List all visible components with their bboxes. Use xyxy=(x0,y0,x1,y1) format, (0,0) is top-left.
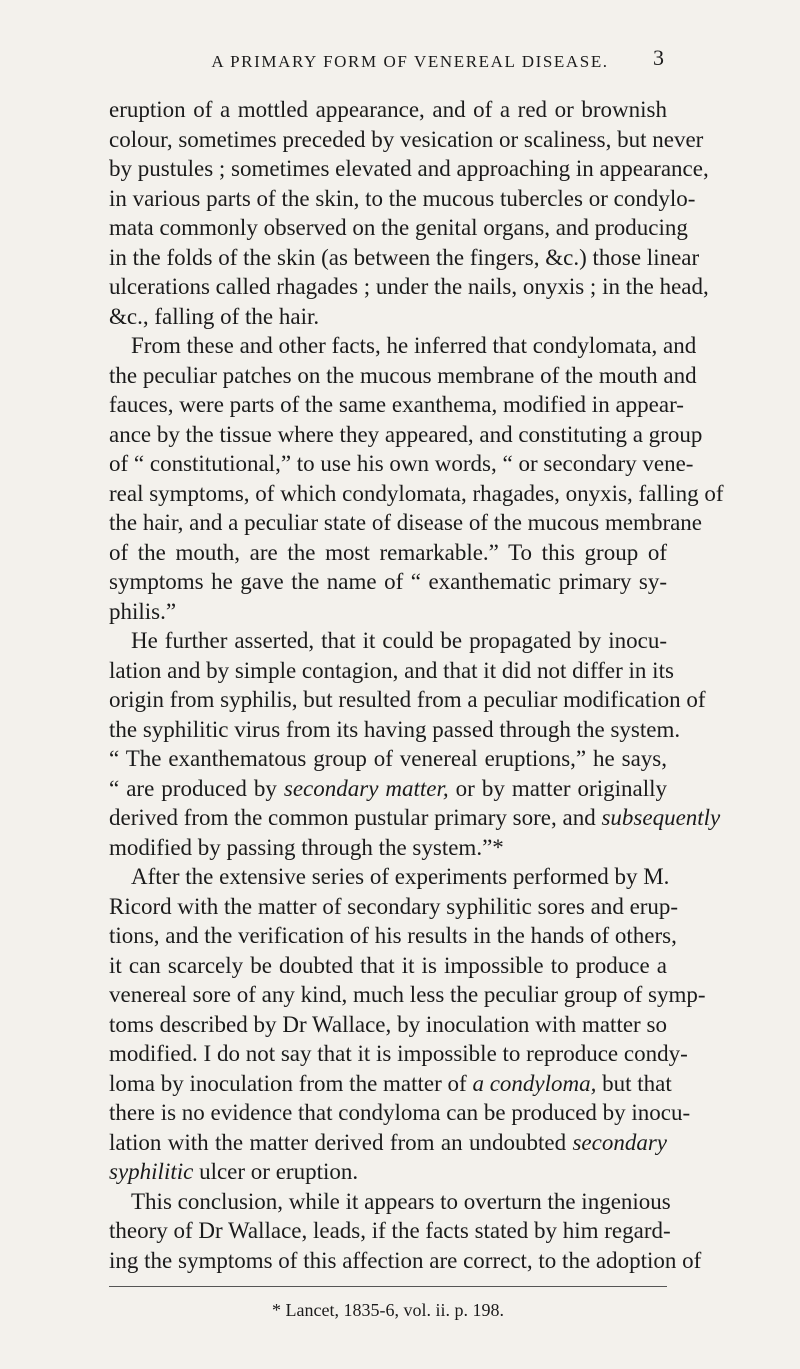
text-line: &c., falling of the hair. xyxy=(109,303,320,329)
text-line: After the extensive series of experiments performed by M. xyxy=(131,864,670,889)
text-segment: ulcer or eruption. xyxy=(193,1159,359,1184)
text-line: theory of Dr Wallace, leads, if the facts stated by him regard- xyxy=(109,1218,671,1243)
text-line: the hair, and a peculiar state of disease of the mucous membrane xyxy=(109,510,703,535)
italic-phrase: syphilitic xyxy=(109,1159,194,1184)
text-line: symptoms he gave the name of “ exanthematic primary sy- xyxy=(109,569,667,594)
text-line: the syphilitic virus from its having passed through the system. xyxy=(109,716,681,742)
text-line xyxy=(109,1069,672,1099)
text-segment: or by matter originally xyxy=(448,775,667,801)
footnote: * Lancet, 1835-6, vol. ii. p. 198. xyxy=(272,1300,504,1320)
text-line xyxy=(109,803,721,833)
text-line: of “ constitutional,” to use his own words, “ or secondary vene- xyxy=(109,451,694,476)
text-line: venereal sore of any kind, much less the peculiar group of symp- xyxy=(109,982,706,1007)
text-line: ing the symptoms of this affection are correct, to the adoption of xyxy=(109,1247,702,1273)
text-segment: loma by inoculation from the matter of xyxy=(109,1070,473,1096)
text-line xyxy=(109,774,667,804)
text-line: in the folds of the skin (as between the fingers, &c.) those linear xyxy=(109,244,700,270)
text-line: philis.” xyxy=(109,598,177,624)
text-line: mata commonly observed on the genital organs, and producing xyxy=(109,215,688,240)
text-line: From these and other facts, he inferred that condylomata, and xyxy=(131,333,697,358)
text-line: the peculiar patches on the mucous membrane of the mouth and xyxy=(109,362,697,388)
text-line: modified. I do not say that it is impossible to reproduce condy- xyxy=(109,1041,688,1066)
text-line: fauces, were parts of the same exanthema, modified in appear- xyxy=(109,392,684,417)
text-line: tions, and the verification of his results in the hands of others, xyxy=(109,923,677,948)
text-line: Ricord with the matter of secondary syphilitic sores and erup- xyxy=(109,893,679,919)
text-line: real symptoms, of which condylomata, rhagades, onyxis, falling of xyxy=(109,480,724,506)
text-line: of the mouth, are the most remarkable.” To this group of xyxy=(109,539,667,565)
text-line: there is no evidence that condyloma can be produced by inocu- xyxy=(109,1100,691,1125)
text-line: This conclusion, while it appears to overturn the ingenious xyxy=(131,1188,671,1214)
text-line: it can scarcely be doubted that it is impossible to produce a xyxy=(109,952,667,978)
text-line: toms described by Dr Wallace, by inoculation with matter so xyxy=(109,1011,667,1037)
italic-phrase: secondary matter, xyxy=(283,775,449,801)
text-line: in various parts of the skin, to the mucous tubercles or condylo- xyxy=(109,185,696,211)
italic-phrase: secondary xyxy=(572,1129,667,1155)
text-line: colour, sometimes preceded by vesication or scaliness, but never xyxy=(109,126,704,152)
text-segment: but that xyxy=(596,1070,672,1096)
text-segment: derived from the common pustular primary sore, and xyxy=(109,805,602,830)
text-segment: lation with the matter derived from an undoubted xyxy=(109,1129,573,1155)
text-line: by pustules ; sometimes elevated and approaching in appearance, xyxy=(109,156,709,181)
italic-phrase: subsequently xyxy=(601,805,721,830)
text-line: ulcerations called rhagades ; under the nails, onyxis ; in the head, xyxy=(109,274,709,299)
text-line: lation and by simple contagion, and that it did not differ in its xyxy=(109,657,674,683)
text-line: He further asserted, that it could be propagated by inocu- xyxy=(131,628,667,653)
italic-phrase: a condyloma, xyxy=(472,1070,597,1096)
text-line: origin from syphilis, but resulted from a peculiar modification of xyxy=(109,687,706,712)
text-line: modified by passing through the system.”* xyxy=(109,834,504,860)
text-line: eruption of a mottled appearance, and of a red or brownish xyxy=(109,97,667,122)
text-line xyxy=(109,1157,667,1187)
text-line: ance by the tissue where they appeared, and constituting a group xyxy=(109,421,703,447)
body-text xyxy=(109,95,724,1275)
running-head: A PRIMARY FORM OF VENEREAL DISEASE. xyxy=(211,52,609,71)
page-number: 3 xyxy=(653,45,664,70)
text-line: “ The exanthematous group of venereal eruptions,” he says, xyxy=(109,746,667,771)
text-line xyxy=(109,1128,667,1158)
text-segment: “ are produced by xyxy=(109,775,284,801)
footnote-divider xyxy=(109,1286,667,1287)
